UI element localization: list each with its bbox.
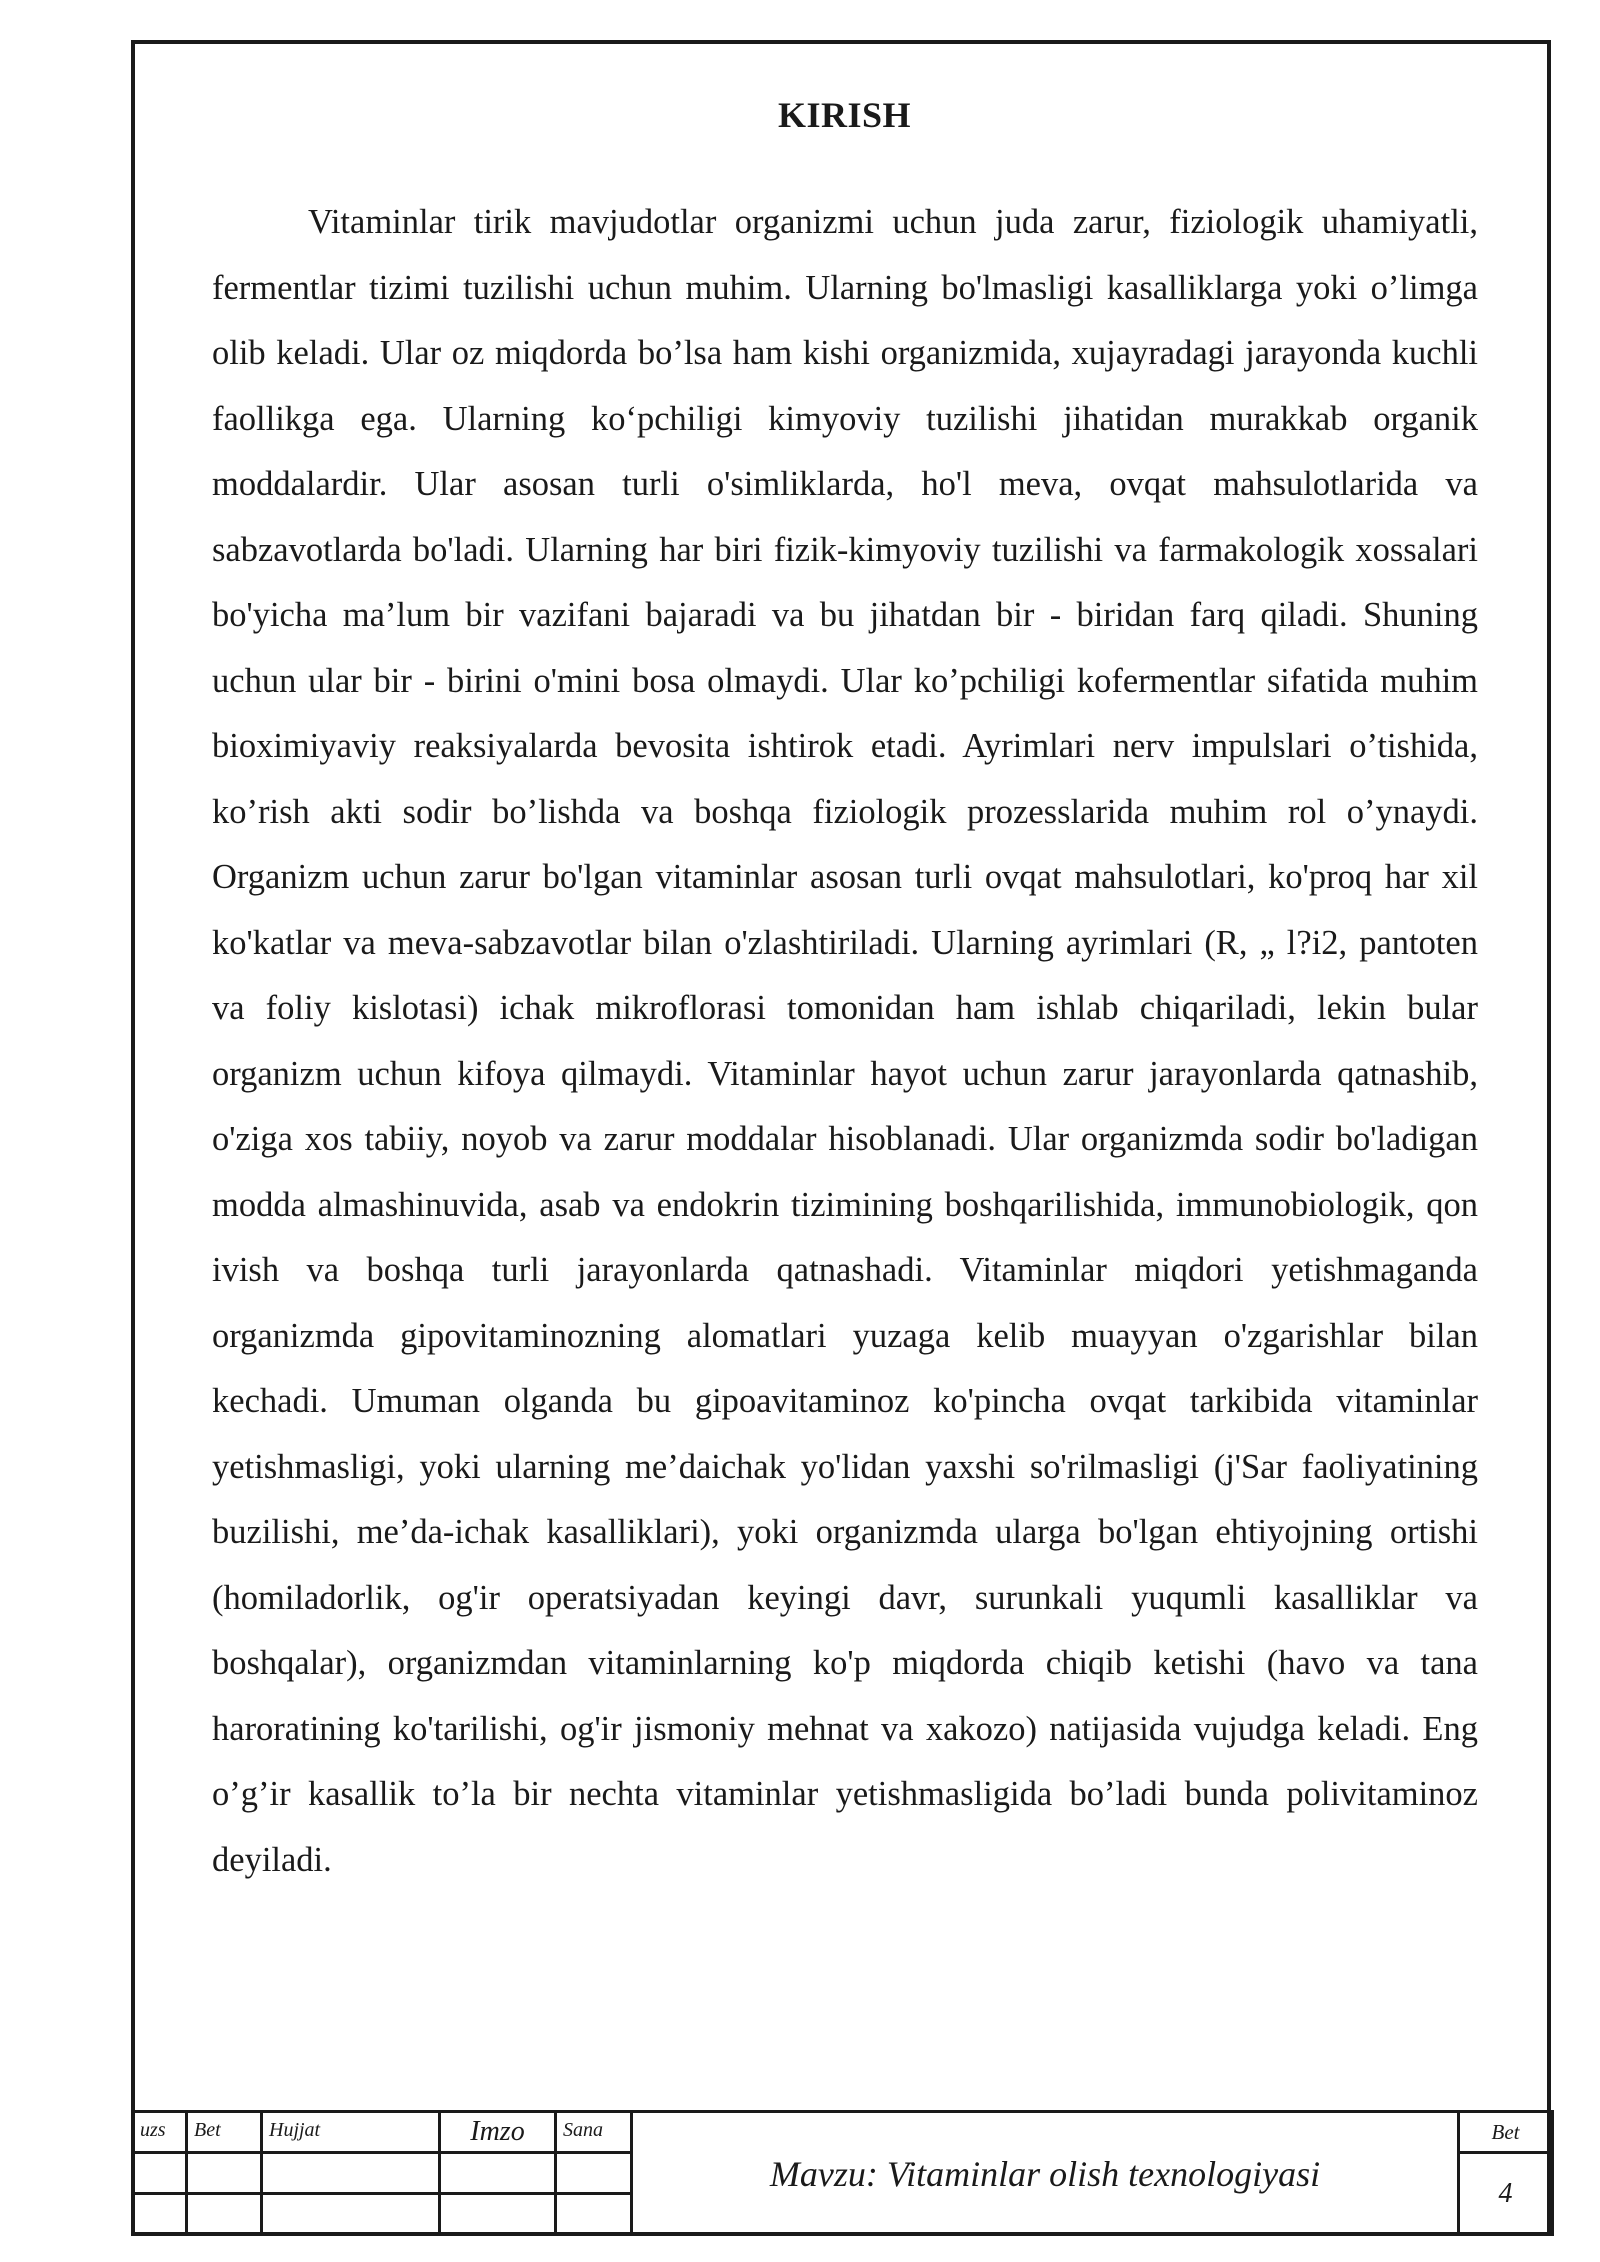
stamp-topic: Mavzu: Vitaminlar olish texnologiyasi xyxy=(632,2112,1459,2235)
stamp-col-bet: Bet xyxy=(187,2112,262,2153)
stamp-cell xyxy=(133,2153,187,2194)
stamp-page-number: 4 xyxy=(1459,2153,1553,2235)
stamp-col-uzs: uzs xyxy=(133,2112,187,2153)
stamp-cell xyxy=(556,2194,632,2235)
stamp-cell xyxy=(187,2194,262,2235)
stamp-cell xyxy=(133,2194,187,2235)
page-title: KIRISH xyxy=(777,95,912,135)
stamp-cell xyxy=(556,2153,632,2194)
stamp-col-hujjat: Hujjat xyxy=(262,2112,440,2153)
stamp-col-imzo: Imzo xyxy=(440,2112,556,2153)
body-paragraph: Vitaminlar tirik mavjudotlar organizmi uchun juda zarur, fiziologik uhamiyatli, fermentlar tizimi tuzilishi uchun muhim. Ularning bo'lmasligi kasalliklarga yoki o’limga olib keladi. Ular oz miqdorda bo’lsa ham kishi organizmida, xujayradagi jarayonda kuchli faollikga ega. Ularning ko‘pchiligi kimyoviy tuzilishi jihatidan murakkab organik moddalardir. Ular asosan turli o'simliklarda, ho'l meva, ovqat mahsulotlarida va sabzavotlarda bo'ladi. Ularning har biri fizik-kimyoviy tuzilishi va farmakologik xossalari bo'yicha ma’lum bir vazifani bajaradi va bu jihatdan bir - biridan farq qiladi. Shuning uchun ular bir - birini o'mini bosa olmaydi. Ular ko’pchiligi kofermentlar sifatida muhim bioximiyaviy reaksiyalarda bevosita ishtirok etadi. Ayrimlari nerv impulslari o’tishida, ko’rish akti sodir bo’lishda va boshqa fiziologik prozesslarida muhim rol o’ynaydi. Organizm uchun zarur bo'lgan vitaminlar asosan turli ovqat mahsulotlari, ko'proq har xil ko'katlar va meva-sabzavotlar bilan o'zlashtiriladi. Ularning ayrimlari (R, „ l?i2, pantoten va foliy kislotasi) ichak mikroflorasi tomonidan ham ishlab chiqariladi, lekin bular organizm uchun kifoya qilmaydi. Vitaminlar hayot uchun zarur jarayonlarda qatnashib, o'ziga xos tabiiy, noyob va zarur moddalar hisoblanadi. Ular organizmda sodir bo'ladigan modda almashinuvida, asab va endokrin tizimining boshqarilishida, immunobiologik, qon ivish va boshqa turli jarayonlarda qatnashadi. Vitaminlar miqdori yetishmaganda organizmda gipovitaminozning alomatlari yuzaga kelib muayyan o'zgarishlar bilan kechadi. Umuman olganda bu gipoavitaminoz ko'pincha ovqat tarkibida vitaminlar yetishmasligi, yoki ularning me’daichak yo'lidan yaxshi so'rilmasligi (j'Sar faoliyatining buzilishi, me’da-ichak kasalliklari), yoki organizmda ularga bo'lgan ehtiyojning ortishi (homiladorlik, og'ir operatsiyadan keyingi davr, surunkali yuqumli kasalliklar va boshqalar), organizmdan vitaminlarning ko'p miqdorda chiqib ketishi (havo va tana haroratining ko'tarilishi, og'ir jismoniy mehnat va xakozo) natijasida vujudga keladi. Eng o’g’ir kasallik to’la bir nechta vitaminlar yetishmasligida bo’ladi bunda polivitaminoz deyiladi. xyxy=(212,203,1478,1879)
stamp-cell xyxy=(262,2194,440,2235)
stamp-cell xyxy=(440,2153,556,2194)
title-block xyxy=(131,2110,1554,2236)
stamp-cell xyxy=(187,2153,262,2194)
stamp-page-label: Bet xyxy=(1459,2112,1553,2153)
stamp-cell xyxy=(262,2153,440,2194)
stamp-col-sana: Sana xyxy=(556,2112,632,2153)
stamp-cell xyxy=(440,2194,556,2235)
